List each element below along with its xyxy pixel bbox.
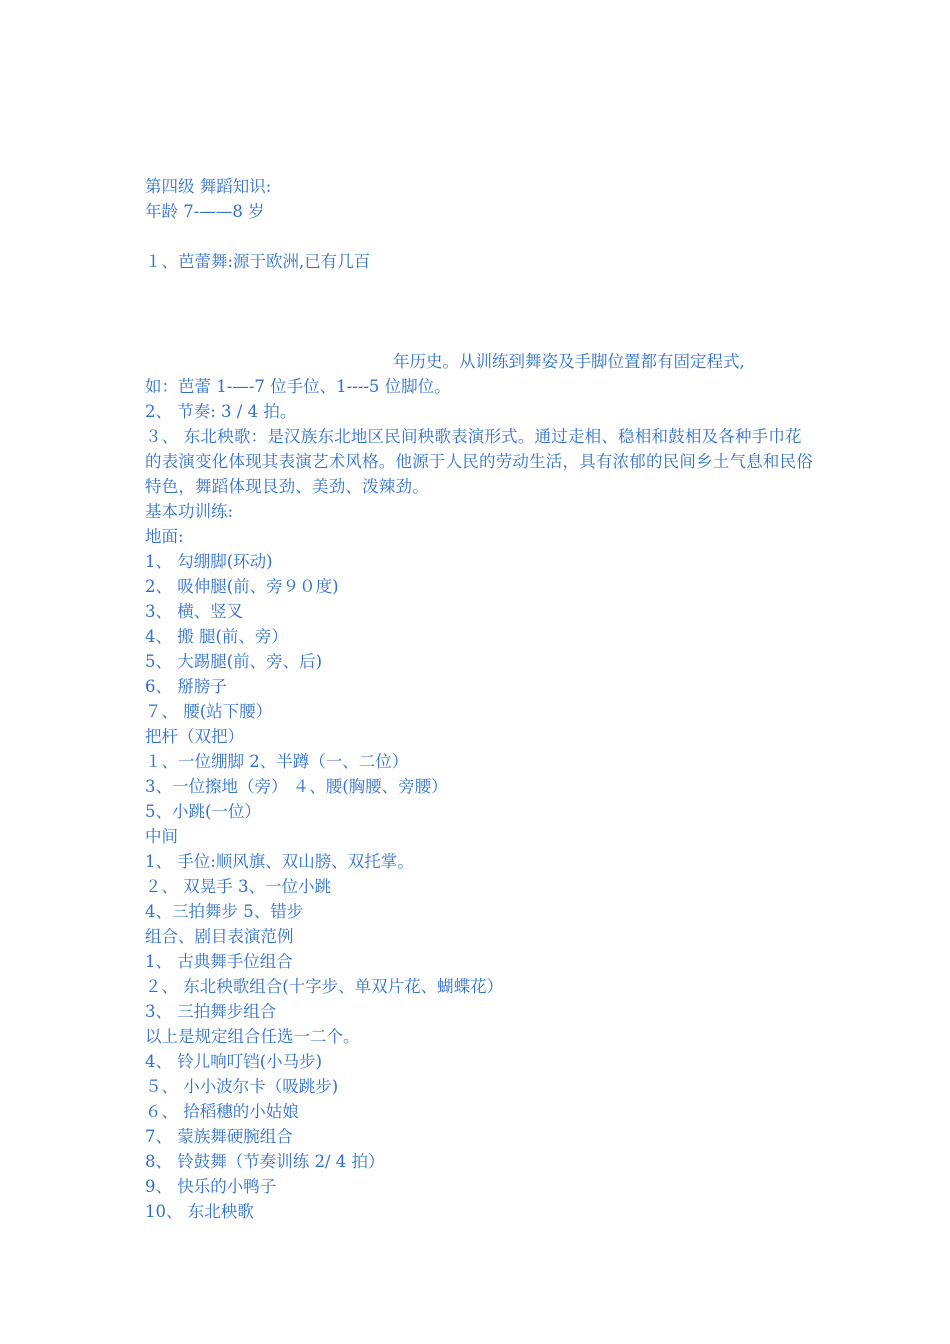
floor-heading: 地面:: [145, 527, 184, 546]
list-item: 1、 古典舞手位组合: [145, 952, 293, 971]
list-item: 7、 蒙族舞硬腕组合: [145, 1127, 293, 1146]
list-item: ５、 小小波尔卡（吸跳步): [145, 1077, 339, 1096]
list-item: 10、 东北秧歌: [145, 1202, 254, 1221]
ballet-history: 年历史。从训练到舞姿及手脚位置都有固定程式,: [393, 352, 745, 371]
list-item: 3、 横、竖叉: [145, 602, 244, 621]
list-item: 4、 铃儿响叮铛(小马步): [145, 1052, 323, 1071]
rhythm: 2、 节奏: 3 / 4 拍。: [145, 402, 297, 421]
list-item: 5、小跳(一位）: [145, 802, 261, 821]
ballet-intro: １、芭蕾舞:源于欧洲,已有几百: [145, 252, 371, 271]
barre-heading: 把杆（双把）: [145, 727, 244, 746]
list-item: 6、 掰膀子: [145, 677, 227, 696]
list-item: 4、三拍舞步 5、错步: [145, 902, 304, 921]
list-item: 1、 勾绷脚(环动): [145, 552, 273, 571]
list-item: ２、 双晃手 3、一位小跳: [145, 877, 331, 896]
ballet-positions: 如：芭蕾 1-—-7 位手位、1----5 位脚位。: [145, 377, 451, 396]
list-item: ７、 腰(站下腰）: [145, 702, 273, 721]
doc-title: 第四级 舞蹈知识:: [145, 177, 272, 196]
list-item: 1、 手位:顺风旗、双山膀、双托掌。: [145, 852, 414, 871]
list-item: １、一位绷脚 2、半蹲（一、二位）: [145, 752, 409, 771]
list-item: 4、 搬 腿(前、旁）: [145, 627, 288, 646]
center-heading: 中间: [145, 827, 178, 846]
list-item: 8、 铃鼓舞（节奏训练 2/ 4 拍）: [145, 1152, 385, 1171]
list-item: ２、 东北秧歌组合(十字步、单双片花、蝴蝶花）: [145, 977, 504, 996]
list-item: ６、 拾稻穗的小姑娘: [145, 1102, 299, 1121]
list-item: 5、 大踢腿(前、旁、后): [145, 652, 323, 671]
list-item: 9、 快乐的小鸭子: [145, 1177, 277, 1196]
combination-note: 以上是规定组合任选一二个。: [145, 1027, 360, 1046]
list-item: 2、 吸伸腿(前、旁９０度): [145, 577, 339, 596]
yangge-paragraph: ３、 东北秧歌：是汉族东北地区民间秧歌表演形式。通过走相、稳相和鼓相及各种手巾花的表演变化体现其表演艺术风格。他源于人民的劳动生活，具有浓郁的民间乡土气息和民俗特色，舞蹈体现艮劲、美劲、泼辣劲。: [145, 427, 813, 496]
list-item: 3、一位擦地（旁） ４、腰(胸腰、旁腰）: [145, 777, 448, 796]
combination-heading: 组合、剧目表演范例: [145, 927, 294, 946]
basic-training-heading: 基本功训练:: [145, 502, 234, 521]
age-range: 年龄 7-——8 岁: [145, 202, 265, 221]
list-item: 3、 三拍舞步组合: [145, 1002, 277, 1021]
